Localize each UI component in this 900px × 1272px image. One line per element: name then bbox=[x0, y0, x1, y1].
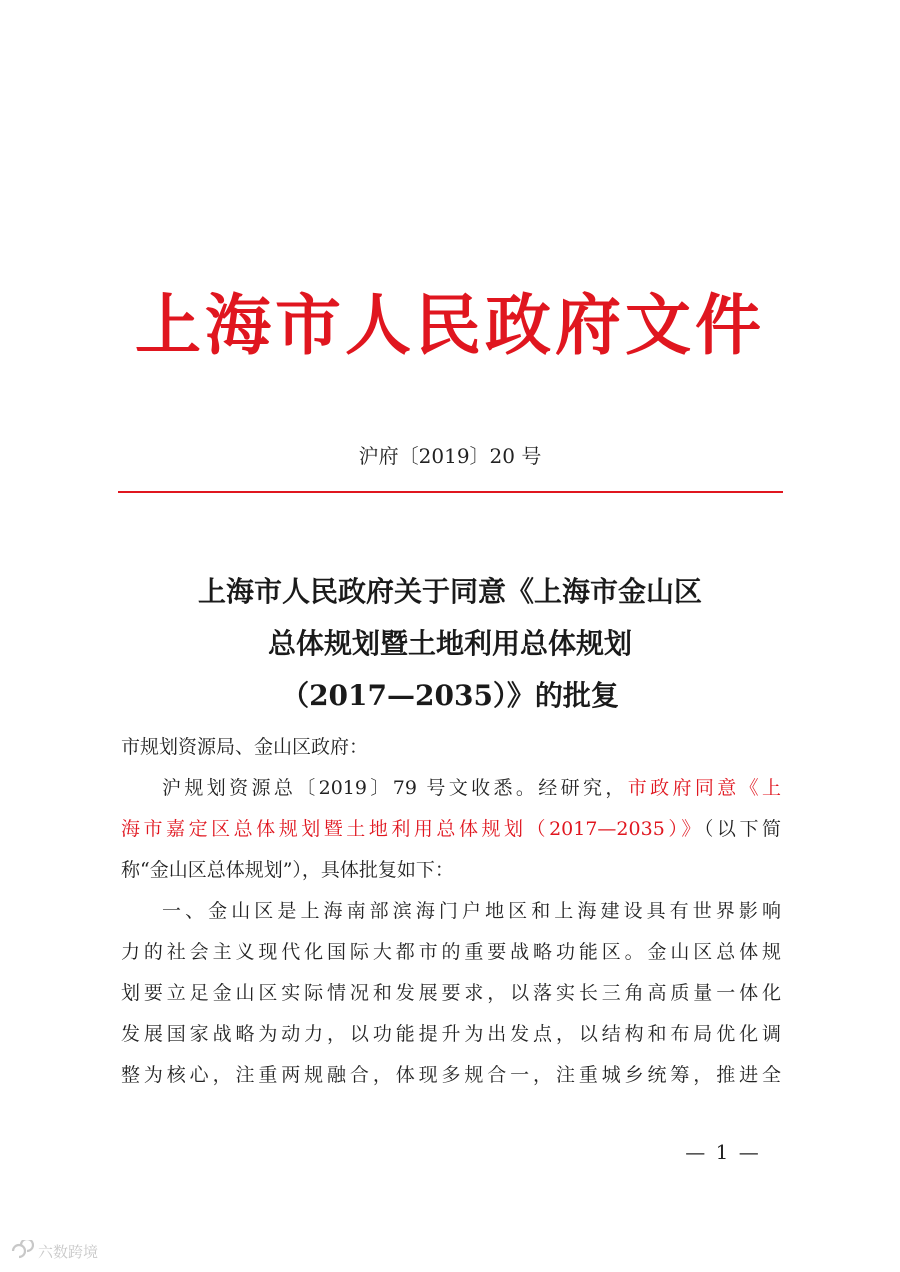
addressee: 市规划资源局、金山区政府： bbox=[121, 736, 369, 758]
masthead-title: 上海市人民政府文件 bbox=[135, 286, 765, 364]
document-number: 沪府〔2019〕20 号 bbox=[358, 444, 542, 468]
paragraph-2-line-3: 划要立足金山区实际情况和发展要求，以落实长三角高质量一体化 bbox=[121, 982, 781, 1004]
paragraph-1-line-2-text: （以下简 bbox=[703, 818, 781, 840]
logo-mark-icon bbox=[8, 1240, 34, 1262]
title-line-2: 总体规划暨土地利用总体规划 bbox=[267, 627, 632, 660]
approval-highlight-1: 市政府同意《上 bbox=[627, 777, 781, 799]
paragraph-1-line-1 bbox=[121, 768, 781, 809]
watermark bbox=[8, 1240, 98, 1262]
title-line-1: 上海市人民政府关于同意《上海市金山区 bbox=[197, 575, 702, 608]
approval-highlight-2: 海市嘉定区总体规划暨土地利用总体规划（2017—2035）》 bbox=[121, 818, 704, 840]
paragraph-2-line-5: 整为核心，注重两规融合，体现多规合一，注重城乡统筹，推进全 bbox=[121, 1064, 781, 1086]
paragraph-2-line-4: 发展国家战略为动力，以功能提升为出发点，以结构和布局优化调 bbox=[121, 1023, 781, 1045]
document-body bbox=[121, 727, 781, 1096]
red-divider bbox=[118, 491, 783, 493]
watermark-text: 六数跨境 bbox=[38, 1242, 99, 1261]
paragraph-1-line-3: 称“金山区总体规划”），具体批复如下： bbox=[121, 859, 454, 881]
document-title bbox=[0, 566, 900, 722]
paragraph-1-line-2 bbox=[121, 809, 781, 850]
page-number: — 1 — bbox=[685, 1140, 761, 1164]
title-line-3: （2017—2035）》的批复 bbox=[281, 679, 619, 712]
paragraph-1-line-1-text: 沪规划资源总〔2019〕79 号文收悉。经研究， bbox=[162, 777, 628, 799]
paragraph-2-line-1: 一、金山区是上海南部滨海门户地区和上海建设具有世界影响 bbox=[162, 900, 781, 922]
paragraph-2-line-2: 力的社会主义现代化国际大都市的重要战略功能区。金山区总体规 bbox=[121, 941, 781, 963]
